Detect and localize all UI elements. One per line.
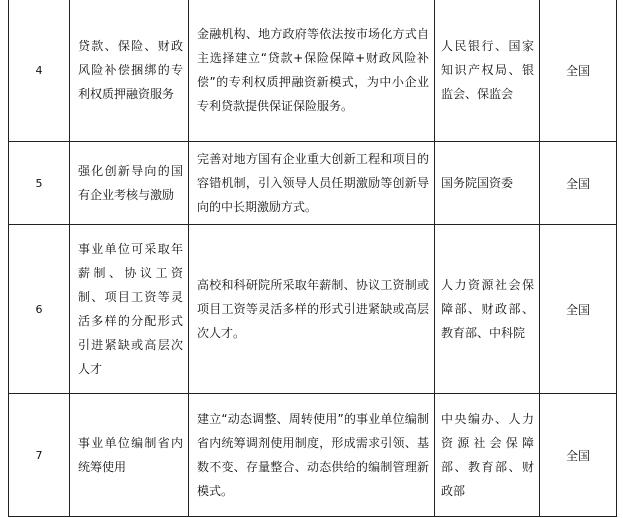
scope: 全国 xyxy=(540,394,617,517)
measure-name: 事业单位编制省内统筹使用 xyxy=(70,394,189,517)
table-row xyxy=(9,142,617,225)
row-index: 5 xyxy=(9,142,70,225)
measure-description: 高校和科研院所采取年薪制、协议工资制或项目工资等灵活多样的形式引进紧缺或高层次人才。 xyxy=(189,225,435,394)
row-index: 7 xyxy=(9,394,70,517)
row-index: 6 xyxy=(9,225,70,394)
responsible-departments: 中央编办、人力资源社会保障部、教育部、财政部 xyxy=(435,394,540,517)
measure-name: 贷款、保险、财政风险补偿捆绑的专利权质押融资服务 xyxy=(70,0,189,142)
responsible-departments: 国务院国资委 xyxy=(435,142,540,225)
table-row xyxy=(9,0,617,142)
policy-table xyxy=(8,0,617,517)
measure-description: 建立“动态调整、周转使用”的事业单位编制省内统筹调剂使用制度，形成需求引领、基数不变、存量整合、动态供给的编制管理新模式。 xyxy=(189,394,435,517)
responsible-departments: 人力资源社会保障部、财政部、教育部、中科院 xyxy=(435,225,540,394)
scope: 全国 xyxy=(540,0,617,142)
measure-description: 金融机构、地方政府等依法按市场化方式自主选择建立“贷款+保险保障+财政风险补偿”的专利权质押融资新模式，为中小企业专利贷款提供保证保险服务。 xyxy=(189,0,435,142)
scope: 全国 xyxy=(540,142,617,225)
responsible-departments: 人民银行、国家知识产权局、银监会、保监会 xyxy=(435,0,540,142)
table-row xyxy=(9,225,617,394)
measure-description: 完善对地方国有企业重大创新工程和项目的容错机制，引入领导人员任期激励等创新导向的中长期激励方式。 xyxy=(189,142,435,225)
measure-name: 强化创新导向的国有企业考核与激励 xyxy=(70,142,189,225)
measure-name: 事业单位可采取年薪制、协议工资制、项目工资等灵活多样的分配形式引进紧缺或高层次人才 xyxy=(70,225,189,394)
row-index: 4 xyxy=(9,0,70,142)
scope: 全国 xyxy=(540,225,617,394)
table-row xyxy=(9,394,617,517)
